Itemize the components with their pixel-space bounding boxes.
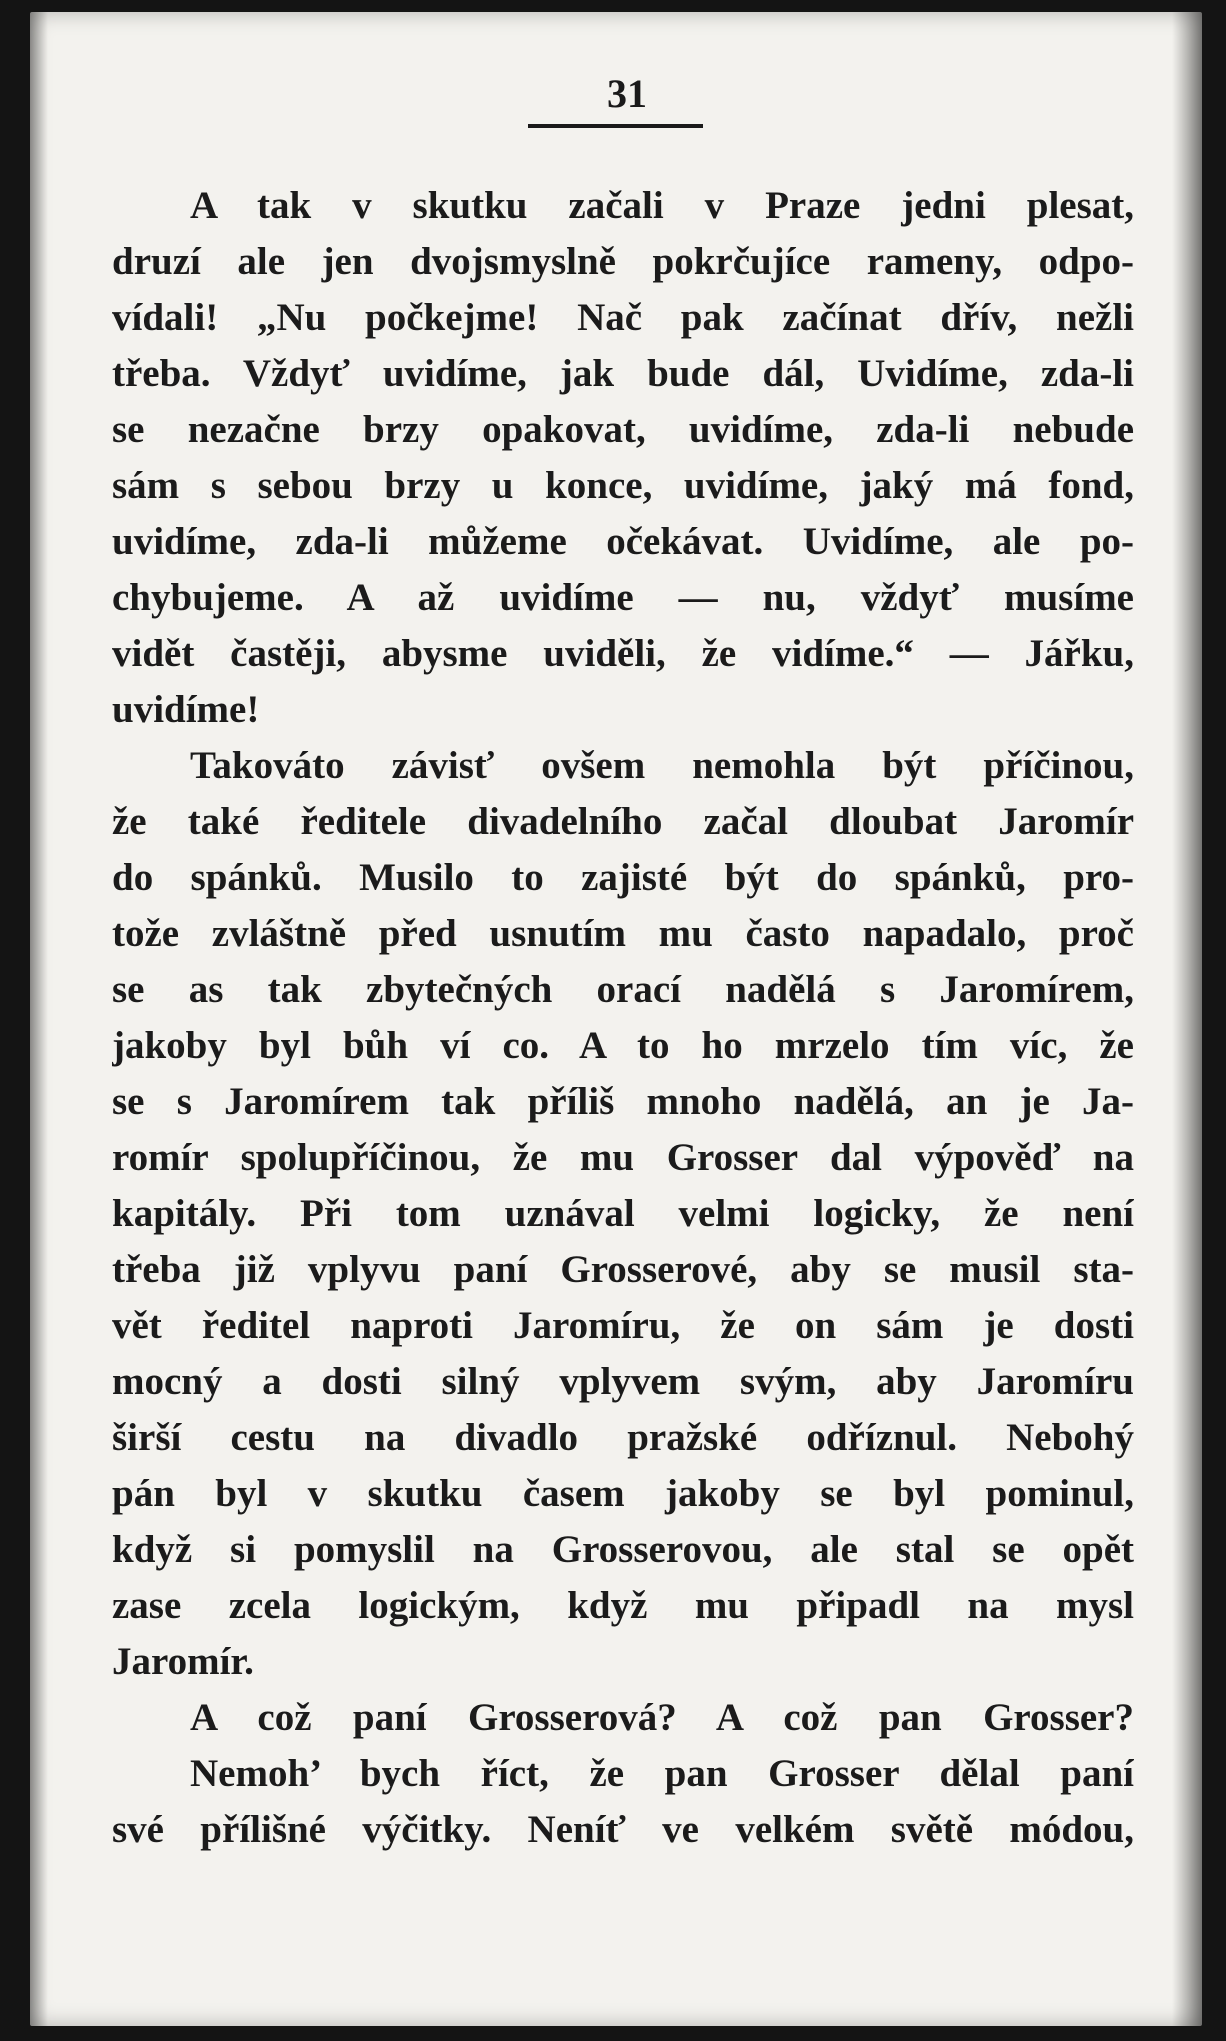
page-number-rule	[528, 124, 703, 128]
text-line: když si pomyslil na Grosserovou, ale stal se opět	[112, 1528, 1134, 1571]
text-line: že také ředitele divadelního začal dloubat Jaromír	[112, 800, 1134, 843]
text-line: třeba. Vždyť uvidíme, jak bude dál, Uvidíme, zda-li	[112, 352, 1134, 395]
text-line: A což paní Grosserová? A což pan Grosser?	[190, 1696, 1134, 1739]
text-line: mocný a dosti silný vplyvem svým, aby Jaromíru	[112, 1360, 1134, 1403]
text-line: Jaromír.	[112, 1640, 254, 1683]
text-line: třeba již vplyvu paní Grosserové, aby se musil sta-	[112, 1248, 1134, 1291]
page-number: 31	[607, 71, 647, 116]
text-line: druzí ale jen dvojsmyslně pokrčujíce rameny, odpo-	[112, 240, 1134, 283]
text-line: chybujeme. A až uvidíme — nu, vždyť musíme	[112, 576, 1134, 619]
text-line: se nezačne brzy opakovat, uvidíme, zda-li nebude	[112, 408, 1134, 451]
text-line: vět ředitel naproti Jaromíru, že on sám je dosti	[112, 1304, 1134, 1347]
text-line: vidět častěji, abysme uviděli, že vidíme.“ — Jářku,	[112, 632, 1134, 675]
text-line: kapitály. Při tom uznával velmi logicky, že není	[112, 1192, 1134, 1235]
text-line: uvidíme!	[112, 688, 260, 731]
text-line: uvidíme, zda-li můžeme očekávat. Uvidíme, ale po-	[112, 520, 1134, 563]
text-line: širší cestu na divadlo pražské odříznul. Nebohý	[112, 1416, 1134, 1459]
body-text	[112, 178, 1134, 1858]
text-line: Nemoh’ bych říct, že pan Grosser dělal paní	[190, 1752, 1134, 1795]
text-line: Takováto závisť ovšem nemohla být příčinou,	[190, 744, 1134, 787]
text-line: pán byl v skutku časem jakoby se byl pominul,	[112, 1472, 1134, 1515]
text-line: jakoby byl bůh ví co. A to ho mrzelo tím víc, že	[112, 1024, 1134, 1067]
text-line: se s Jaromírem tak příliš mnoho nadělá, an je Ja-	[112, 1080, 1134, 1123]
text-line: A tak v skutku začali v Praze jedni plesat,	[190, 184, 1134, 227]
text-line: do spánků. Musilo to zajisté být do spánků, pro-	[112, 856, 1134, 899]
text-line: své přílišné výčitky. Neníť ve velkém světě módou,	[112, 1808, 1134, 1851]
text-line: zase zcela logickým, když mu připadl na mysl	[112, 1584, 1134, 1627]
book-page	[30, 12, 1202, 2026]
text-line: romír spolupříčinou, že mu Grosser dal výpověď na	[112, 1136, 1134, 1179]
page-right-shadow	[1172, 12, 1202, 2026]
page-left-shadow	[30, 12, 48, 2026]
text-line: sám s sebou brzy u konce, uvidíme, jaký má fond,	[112, 464, 1134, 507]
text-line: se as tak zbytečných orací nadělá s Jaromírem,	[112, 968, 1134, 1011]
text-line: vídali! „Nu počkejme! Nač pak začínat dřív, nežli	[112, 296, 1134, 339]
text-line: tože zvláštně před usnutím mu často napadalo, proč	[112, 912, 1134, 955]
